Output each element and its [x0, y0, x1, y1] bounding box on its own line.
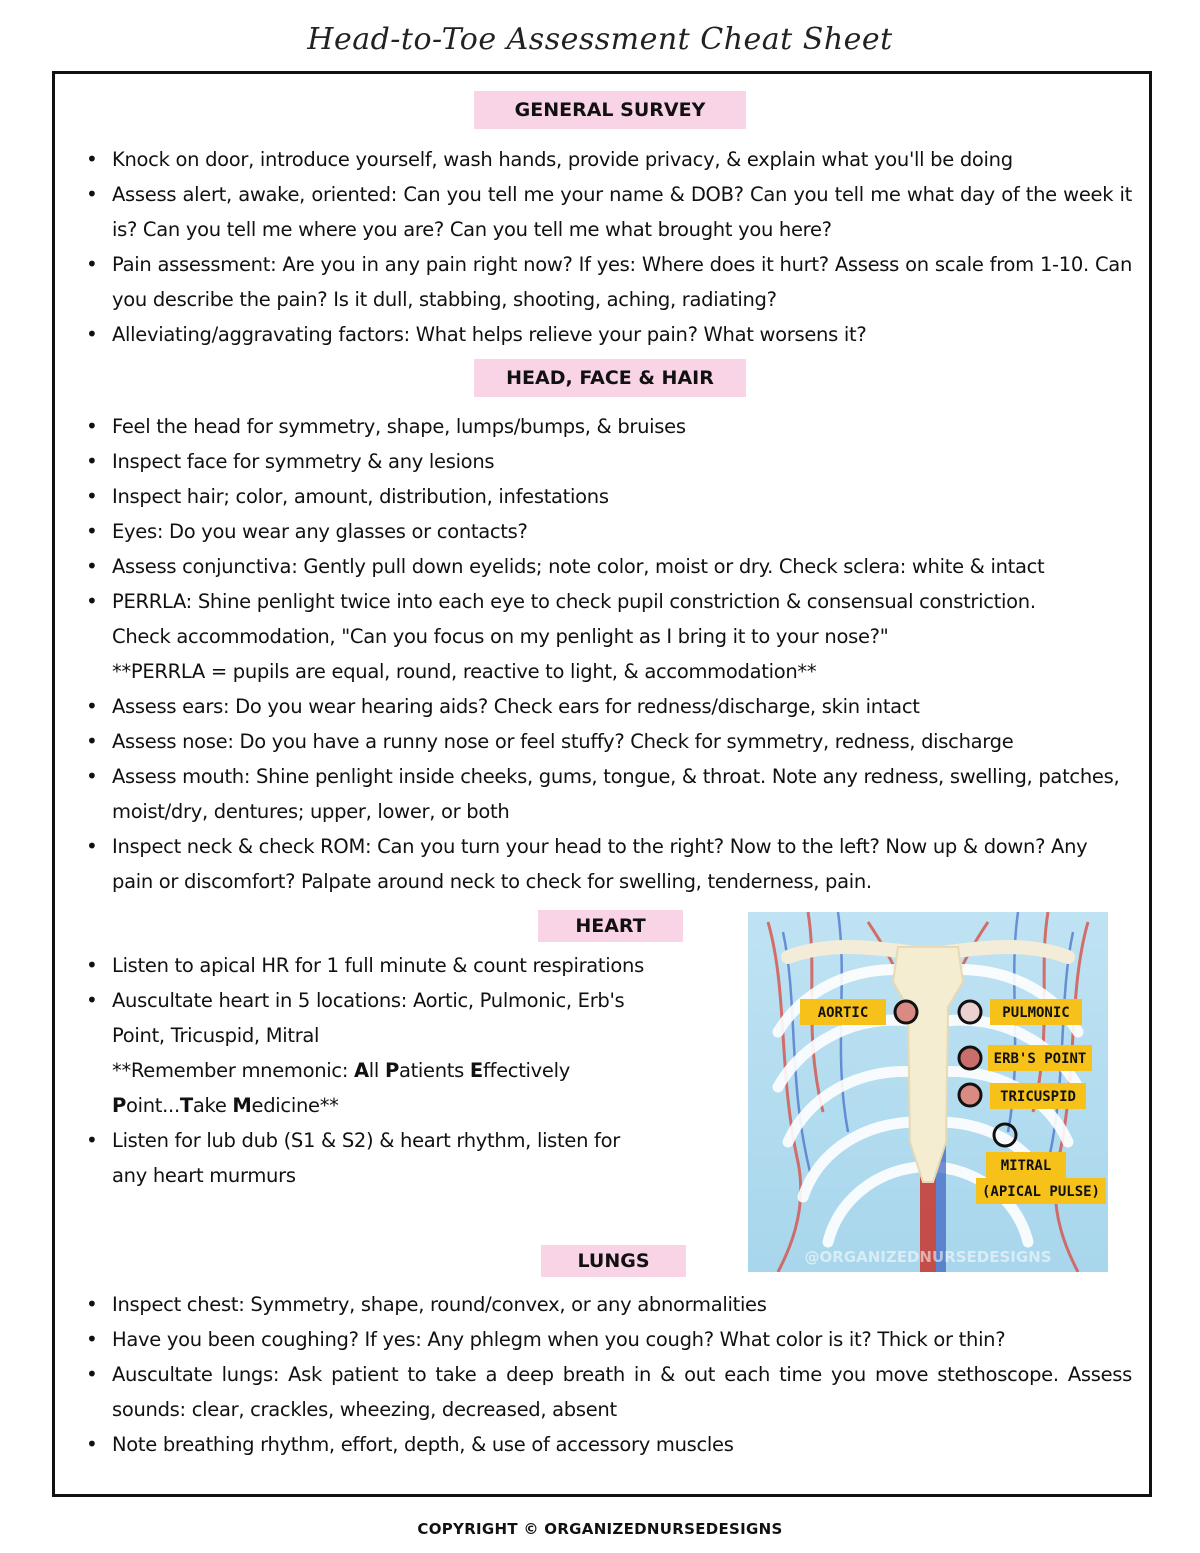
tricuspid-label: TRICUSPID	[1000, 1089, 1076, 1105]
list-item: • Pain assessment: Are you in any pain right now? If yes: Where does it hurt? Assess on scale from 1-10. Can you describe the pain? Is it dull, stabbing, shooting, aching, radiating?	[82, 247, 1132, 317]
auscultate-heart-text: • Auscultate heart in 5 locations: Aortic, Pulmonic, Erb's Point, Tricuspid, Mitral	[112, 989, 625, 1047]
list-item: • Listen to apical HR for 1 full minute & count respirations	[82, 948, 672, 983]
aortic-point-marker	[895, 1001, 917, 1023]
head-face-hair-list	[82, 409, 1132, 899]
general-survey-list	[82, 142, 1132, 352]
perrla-line-2: Check accommodation, "Can you focus on my penlight as I bring it to your nose?"	[112, 625, 889, 648]
list-item: • Assess conjunctiva: Gently pull down eyelids; note color, moist or dry. Check sclera: white & intact	[82, 549, 1132, 584]
erbs-label: ERB'S POINT	[993, 1051, 1087, 1067]
list-item-perrla	[82, 584, 1132, 689]
mitral-label: MITRAL	[1000, 1158, 1052, 1174]
heart-list	[82, 948, 672, 1193]
mnemonic: **Remember mnemonic: All Patients Effectively Point...Take Medicine**	[112, 1059, 570, 1117]
list-item: • Assess ears: Do you wear hearing aids? Check ears for redness/discharge, skin intact	[82, 689, 1132, 724]
section-header-general-survey: GENERAL SURVEY	[474, 91, 746, 129]
lungs-list	[82, 1287, 1132, 1462]
list-item: • Alleviating/aggravating factors: What helps relieve your pain? What worsens it?	[82, 317, 1132, 352]
aortic-label: AORTIC	[817, 1005, 869, 1021]
list-item: • Eyes: Do you wear any glasses or contacts?	[82, 514, 1132, 549]
list-item: • Have you been coughing? If yes: Any phlegm when you cough? What color is it? Thick or thin?	[82, 1322, 1132, 1357]
pulmonic-point-marker	[959, 1001, 981, 1023]
list-item: • Inspect neck & check ROM: Can you turn your head to the right? Now to the left? Now up & down? Any pain or discomfort? Palpate around neck to check for swelling, tenderness, pain.	[82, 829, 1132, 899]
chest-illustration	[748, 912, 1108, 1272]
tricuspid-point-marker	[959, 1084, 981, 1106]
page-title: Head-to-Toe Assessment Cheat Sheet	[307, 22, 893, 57]
list-item: • Feel the head for symmetry, shape, lumps/bumps, & bruises	[82, 409, 1132, 444]
perrla-line-3: **PERRLA = pupils are equal, round, reactive to light, & accommodation**	[112, 660, 817, 683]
list-item: • Inspect face for symmetry & any lesions	[82, 444, 1132, 479]
heart-auscultation-figure	[748, 912, 1108, 1272]
list-item: • Inspect hair; color, amount, distribution, infestations	[82, 479, 1132, 514]
watermark: @ORGANIZEDNURSEDESIGNS	[804, 1248, 1052, 1266]
list-item: • Assess alert, awake, oriented: Can you tell me your name & DOB? Can you tell me what day of the week it is? Can you tell me where you are? Can you tell me what brought you here?	[82, 177, 1132, 247]
erbs-point-marker	[959, 1047, 981, 1069]
list-item: • Inspect chest: Symmetry, shape, round/convex, or any abnormalities	[82, 1287, 1132, 1322]
section-header-heart: HEART	[538, 910, 683, 942]
list-item: • Note breathing rhythm, effort, depth, & use of accessory muscles	[82, 1427, 1132, 1462]
apical-pulse-label: (APICAL PULSE)	[981, 1184, 1101, 1200]
section-header-head-face-hair: HEAD, FACE & HAIR	[474, 359, 746, 397]
list-item: • Listen for lub dub (S1 & S2) & heart rhythm, listen for any heart murmurs	[82, 1123, 632, 1193]
list-item: • Assess nose: Do you have a runny nose or feel stuffy? Check for symmetry, redness, discharge	[82, 724, 1132, 759]
perrla-line-1: • PERRLA: Shine penlight twice into each eye to check pupil constriction & consensual constriction.	[112, 590, 1036, 613]
list-item: • Knock on door, introduce yourself, wash hands, provide privacy, & explain what you'll be doing	[82, 142, 1132, 177]
list-item-auscultate-heart	[82, 983, 672, 1123]
copyright-footer: COPYRIGHT © ORGANIZEDNURSEDESIGNS	[417, 1520, 783, 1538]
list-item: • Assess mouth: Shine penlight inside cheeks, gums, tongue, & throat. Note any redness, swelling, patches, moist/dry, dentures; upper, lower, or both	[82, 759, 1132, 829]
section-header-lungs: LUNGS	[541, 1245, 686, 1277]
list-item: • Auscultate lungs: Ask patient to take a deep breath in & out each time you move stethoscope. Assess sounds: clear, crackles, wheezing, decreased, absent	[82, 1357, 1132, 1427]
pulmonic-label: PULMONIC	[1002, 1005, 1070, 1021]
